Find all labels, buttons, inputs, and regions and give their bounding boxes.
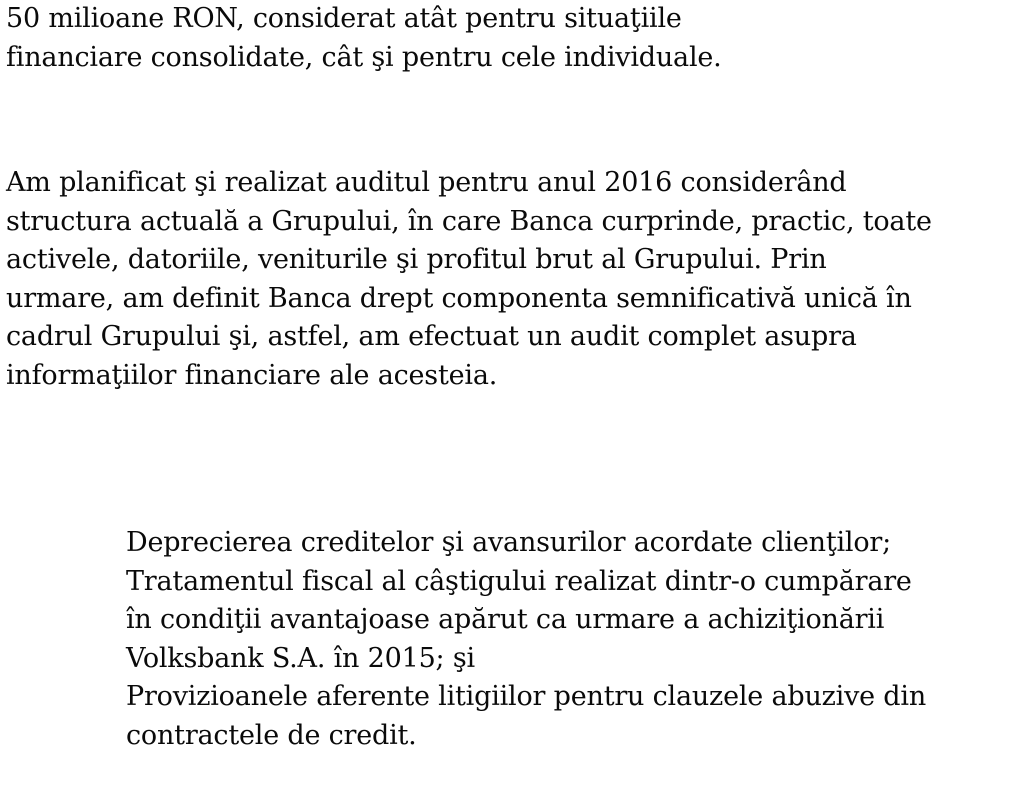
text-line: Provizioanele aferente litigiilor pentru clauzele abuzive din (126, 681, 927, 713)
text-line: Volksbank S.A. în 2015; şi (126, 642, 475, 674)
paragraph-audit-scope (6, 164, 932, 396)
text-line: Am planificat şi realizat auditul pentru anul 2016 considerând (6, 167, 847, 198)
text-line: informaţiilor financiare ale acesteia. (6, 359, 498, 391)
text-line: în condiţii avantajoase apărut ca urmare a achiziţionării (126, 604, 885, 636)
text-line: activele, datoriile, veniturile şi profitul brut al Grupului. Prin (6, 244, 827, 276)
list-item-loan-impairment (126, 524, 926, 563)
text-line: contractele de credit. (126, 719, 417, 751)
text-line: financiare consolidate, cât şi pentru cele individuale. (6, 41, 722, 73)
text-line: cadrul Grupului şi, astfel, am efectuat un audit complet asupra (6, 321, 857, 353)
key-audit-matters-list (126, 524, 926, 756)
text-line: urmare, am definit Banca drept componenta semnificativă unică în (6, 282, 912, 314)
list-item-litigation-provisions (126, 678, 926, 755)
text-line: Tratamentul fiscal al câştigului realizat dintr-o cumpărare (126, 565, 912, 597)
list-item-bargain-purchase-tax (126, 563, 926, 679)
text-line: 50 milioane RON, considerat atât pentru situaţiile (6, 3, 682, 34)
text-line: Deprecierea creditelor şi avansurilor acordate clienţilor; (126, 527, 892, 558)
paragraph-materiality (6, 0, 722, 77)
text-line: structura actuală a Grupului, în care Banca curprinde, practic, toate (6, 205, 932, 237)
